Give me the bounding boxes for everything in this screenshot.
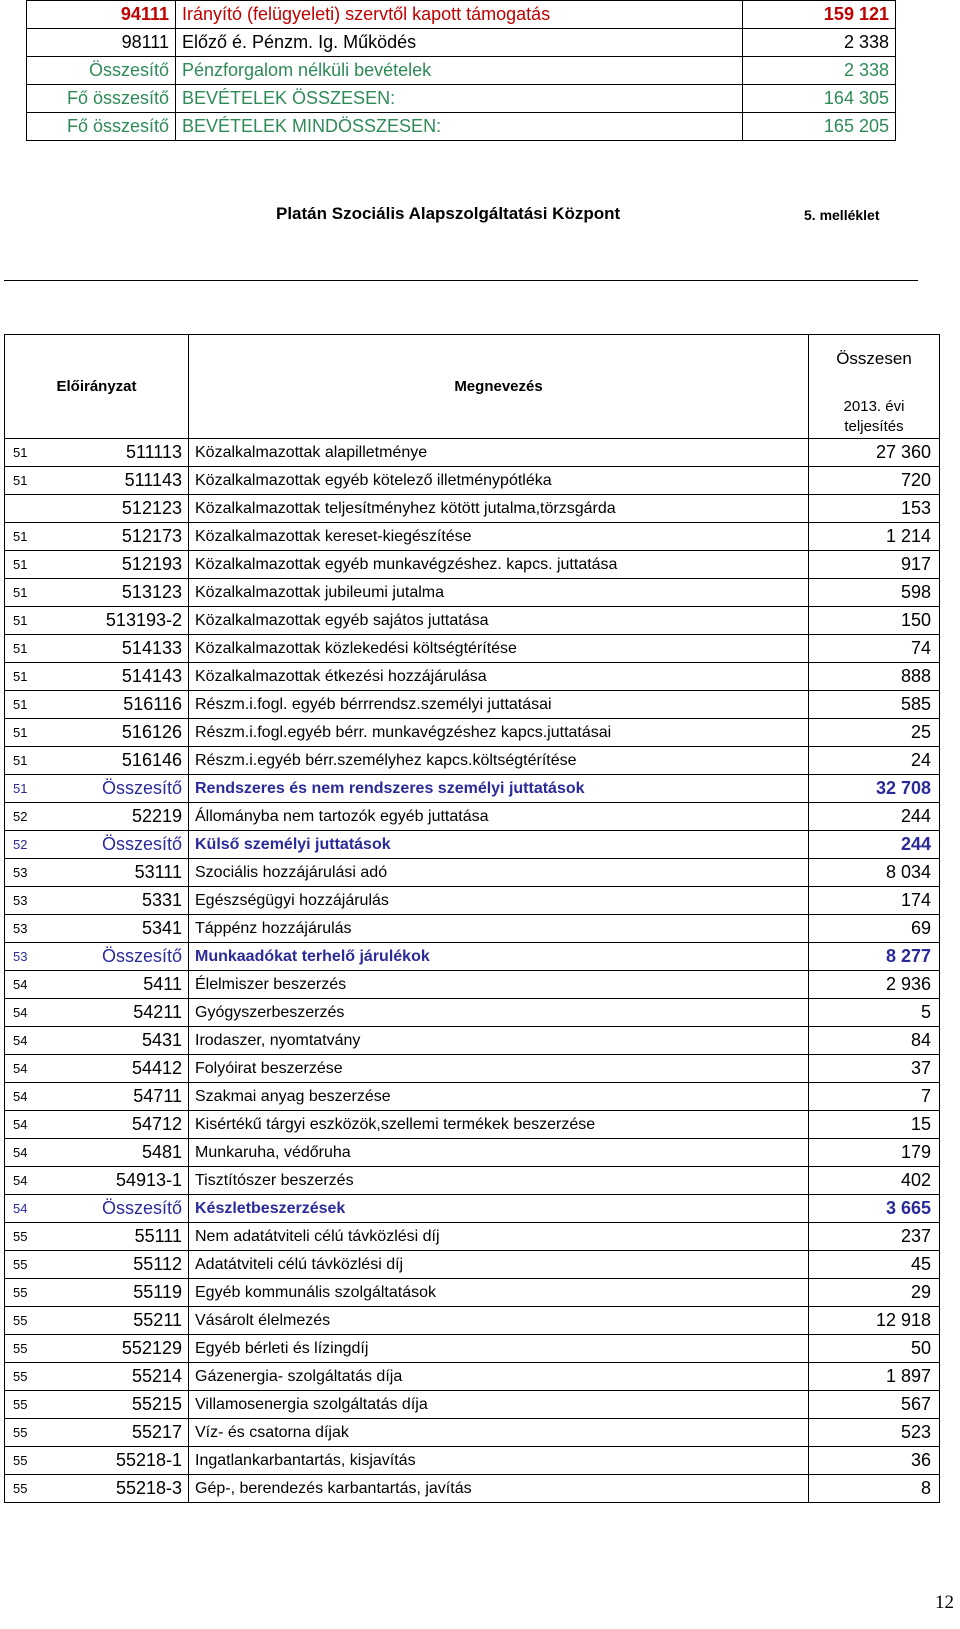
item-value: 237 — [809, 1223, 940, 1251]
item-name: Részm.i.fogl. egyéb bérrrendsz.személyi juttatásai — [189, 691, 809, 719]
item-name: Szakmai anyag beszerzése — [189, 1083, 809, 1111]
account-code: 516126 — [121, 722, 182, 742]
table-row — [5, 971, 940, 999]
account-code: 52219 — [131, 806, 182, 826]
item-name: Vásárolt élelmezés — [189, 1307, 809, 1335]
item-name: Közalkalmazottak teljesítményhez kötött jutalma,törzsgárda — [189, 495, 809, 523]
item-name: Táppénz hozzájárulás — [189, 915, 809, 943]
item-name: Nem adatátviteli célú távközlési díj — [189, 1223, 809, 1251]
item-name: Víz- és csatorna díjak — [189, 1419, 809, 1447]
summary-row — [27, 57, 896, 85]
organization-title: Platán Szociális Alapszolgáltatási Központ — [276, 204, 621, 223]
item-value: 1 214 — [809, 523, 940, 551]
account-code: Összesítő — [101, 778, 182, 798]
group-code: 54 — [13, 1033, 28, 1048]
table-row — [5, 1167, 940, 1195]
account-code: 514143 — [121, 666, 182, 686]
item-name: Munkaruha, védőruha — [189, 1139, 809, 1167]
account-code: Összesítő — [101, 1198, 182, 1218]
summary-code: 98111 — [27, 29, 176, 57]
table-row — [5, 1111, 940, 1139]
summary-name: Irányító (felügyeleti) szervtől kapott támogatás — [176, 1, 743, 29]
code-cell — [5, 1475, 189, 1503]
account-code: 54913-1 — [115, 1170, 182, 1190]
account-code: 55218-3 — [115, 1478, 182, 1498]
item-value: 12 918 — [809, 1307, 940, 1335]
item-name: Kisértékű tárgyi eszközök,szellemi termékek beszerzése — [189, 1111, 809, 1139]
group-code: 51 — [13, 753, 28, 768]
table-row — [5, 1139, 940, 1167]
item-value: 29 — [809, 1279, 940, 1307]
summary-value: 164 305 — [743, 85, 896, 113]
item-value: 24 — [809, 747, 940, 775]
annex-label: 5. melléklet — [804, 207, 880, 223]
account-code: 5411 — [143, 974, 182, 994]
code-cell — [5, 1279, 189, 1307]
summary-code: Fő összesítő — [27, 85, 176, 113]
item-name: Rendszeres és nem rendszeres személyi juttatások — [189, 775, 809, 803]
group-code: 55 — [13, 1285, 28, 1300]
header-appropriation: Előirányzat — [5, 335, 189, 439]
group-code: 51 — [13, 529, 28, 544]
item-name: Közalkalmazottak egyéb munkavégzéshez. kapcs. juttatása — [189, 551, 809, 579]
table-row — [5, 635, 940, 663]
account-code: 516146 — [121, 750, 182, 770]
group-code: 55 — [13, 1453, 28, 1468]
table-row — [5, 1251, 940, 1279]
item-name: Irodaszer, nyomtatvány — [189, 1027, 809, 1055]
table-row — [5, 915, 940, 943]
item-name: Tisztítószer beszerzés — [189, 1167, 809, 1195]
item-value: 150 — [809, 607, 940, 635]
code-cell — [5, 831, 189, 859]
group-code: 53 — [13, 865, 28, 880]
code-cell — [5, 1363, 189, 1391]
header-total-sub — [809, 383, 939, 437]
table-row — [5, 1363, 940, 1391]
code-cell — [5, 775, 189, 803]
account-code: 55217 — [131, 1422, 182, 1442]
summary-name: Pénzforgalom nélküli bevételek — [176, 57, 743, 85]
group-code: 55 — [13, 1369, 28, 1384]
item-name: Közalkalmazottak egyéb sajátos juttatása — [189, 607, 809, 635]
group-code: 52 — [13, 809, 28, 824]
group-code: 51 — [13, 557, 28, 572]
code-cell — [5, 1447, 189, 1475]
account-code: 54412 — [131, 1058, 182, 1078]
group-code: 51 — [13, 641, 28, 656]
item-name: Munkaadókat terhelő járulékok — [189, 943, 809, 971]
item-value: 32 708 — [809, 775, 940, 803]
item-value: 45 — [809, 1251, 940, 1279]
account-code: 512123 — [121, 498, 182, 518]
group-code: 54 — [13, 1201, 28, 1216]
table-row — [5, 439, 940, 467]
subtotal-row — [5, 943, 940, 971]
table-row — [5, 859, 940, 887]
group-code: 53 — [13, 921, 28, 936]
group-code: 55 — [13, 1341, 28, 1356]
group-code: 54 — [13, 1089, 28, 1104]
item-name: Egészségügyi hozzájárulás — [189, 887, 809, 915]
account-code: 512173 — [121, 526, 182, 546]
account-code: 55215 — [131, 1394, 182, 1414]
header-year: 2013. évi — [843, 398, 905, 415]
group-code: 55 — [13, 1229, 28, 1244]
code-cell — [5, 915, 189, 943]
code-cell — [5, 1111, 189, 1139]
table-row — [5, 1055, 940, 1083]
item-value: 5 — [809, 999, 940, 1027]
code-cell — [5, 999, 189, 1027]
account-code: 55119 — [133, 1282, 182, 1302]
account-code: 511143 — [124, 470, 182, 490]
summary-name: BEVÉTELEK ÖSSZESEN: — [176, 85, 743, 113]
table-row — [5, 887, 940, 915]
item-value: 585 — [809, 691, 940, 719]
item-name: Villamosenergia szolgáltatás díja — [189, 1391, 809, 1419]
item-name: Közalkalmazottak jubileumi jutalma — [189, 579, 809, 607]
code-cell — [5, 971, 189, 999]
item-name: Készletbeszerzések — [189, 1195, 809, 1223]
item-name: Részm.i.egyéb bérr.személyhez kapcs.költségtérítése — [189, 747, 809, 775]
expenditure-table — [4, 334, 940, 1503]
item-value: 598 — [809, 579, 940, 607]
item-name: Közalkalmazottak étkezési hozzájárulása — [189, 663, 809, 691]
item-name: Részm.i.fogl.egyéb bérr. munkavégzéshez kapcs.juttatásai — [189, 719, 809, 747]
code-cell — [5, 1027, 189, 1055]
item-name: Szociális hozzájárulási adó — [189, 859, 809, 887]
summary-code: Fő összesítő — [27, 113, 176, 141]
table-row — [5, 803, 940, 831]
table-row — [5, 1307, 940, 1335]
table-row — [5, 1419, 940, 1447]
table-row — [5, 1335, 940, 1363]
table-row — [5, 1223, 940, 1251]
account-code: 552129 — [121, 1338, 182, 1358]
item-name: Folyóirat beszerzése — [189, 1055, 809, 1083]
group-code: 51 — [13, 473, 28, 488]
item-value: 8 — [809, 1475, 940, 1503]
item-value: 69 — [809, 915, 940, 943]
summary-row — [27, 85, 896, 113]
group-code: 52 — [13, 837, 28, 852]
group-code: 54 — [13, 1145, 28, 1160]
item-name: Gyógyszerbeszerzés — [189, 999, 809, 1027]
code-cell — [5, 495, 189, 523]
header-total — [809, 335, 940, 439]
item-value: 244 — [809, 831, 940, 859]
code-cell — [5, 607, 189, 635]
account-code: 55214 — [131, 1366, 182, 1386]
item-value: 3 665 — [809, 1195, 940, 1223]
header-total-label: Összesen — [836, 349, 912, 368]
item-value: 36 — [809, 1447, 940, 1475]
summary-value: 165 205 — [743, 113, 896, 141]
code-cell — [5, 1251, 189, 1279]
item-name: Közalkalmazottak alapilletménye — [189, 439, 809, 467]
code-cell — [5, 719, 189, 747]
group-code: 55 — [13, 1313, 28, 1328]
header-description: Megnevezés — [189, 335, 809, 439]
item-value: 567 — [809, 1391, 940, 1419]
code-cell — [5, 747, 189, 775]
account-code: 513193-2 — [105, 610, 182, 630]
item-value: 720 — [809, 467, 940, 495]
summary-row — [27, 1, 896, 29]
code-cell — [5, 1083, 189, 1111]
summary-table — [26, 0, 896, 141]
item-name: Közalkalmazottak kereset-kiegészítése — [189, 523, 809, 551]
account-code: 55218-1 — [115, 1450, 182, 1470]
account-code: 54712 — [131, 1114, 182, 1134]
code-cell — [5, 579, 189, 607]
table-row — [5, 579, 940, 607]
code-cell — [5, 943, 189, 971]
summary-value: 159 121 — [743, 1, 896, 29]
table-row — [5, 551, 940, 579]
table-header-row — [5, 335, 940, 439]
code-cell — [5, 439, 189, 467]
table-row — [5, 467, 940, 495]
table-row — [5, 1083, 940, 1111]
item-value: 84 — [809, 1027, 940, 1055]
group-code: 53 — [13, 949, 28, 964]
item-value: 74 — [809, 635, 940, 663]
item-value: 2 936 — [809, 971, 940, 999]
table-row — [5, 999, 940, 1027]
group-code: 51 — [13, 697, 28, 712]
item-name: Közalkalmazottak egyéb kötelező illetménypótléka — [189, 467, 809, 495]
item-value: 8 034 — [809, 859, 940, 887]
code-cell — [5, 663, 189, 691]
item-value: 402 — [809, 1167, 940, 1195]
code-cell — [5, 1419, 189, 1447]
group-code: 51 — [13, 445, 28, 460]
summary-code: 94111 — [27, 1, 176, 29]
divider-line — [4, 280, 918, 281]
item-name: Adatátviteli célú távközlési díj — [189, 1251, 809, 1279]
item-value: 153 — [809, 495, 940, 523]
group-code: 51 — [13, 585, 28, 600]
summary-name: Előző é. Pénzm. Ig. Működés — [176, 29, 743, 57]
code-cell — [5, 1139, 189, 1167]
group-code: 55 — [13, 1425, 28, 1440]
group-code: 55 — [13, 1257, 28, 1272]
group-code: 54 — [13, 1005, 28, 1020]
header-completion: teljesítés — [844, 418, 904, 435]
table-row — [5, 607, 940, 635]
code-cell — [5, 635, 189, 663]
table-row — [5, 1279, 940, 1307]
item-value: 1 897 — [809, 1363, 940, 1391]
summary-row — [27, 113, 896, 141]
code-cell — [5, 551, 189, 579]
group-code: 54 — [13, 1061, 28, 1076]
group-code: 55 — [13, 1481, 28, 1496]
code-cell — [5, 1307, 189, 1335]
account-code: 54711 — [133, 1086, 182, 1106]
item-name: Külső személyi juttatások — [189, 831, 809, 859]
item-name: Egyéb kommunális szolgáltatások — [189, 1279, 809, 1307]
group-code: 54 — [13, 977, 28, 992]
item-name: Ingatlankarbantartás, kisjavítás — [189, 1447, 809, 1475]
item-value: 888 — [809, 663, 940, 691]
account-code: 55112 — [133, 1254, 182, 1274]
table-row — [5, 495, 940, 523]
item-name: Állományba nem tartozók egyéb juttatása — [189, 803, 809, 831]
subtotal-row — [5, 775, 940, 803]
item-value: 37 — [809, 1055, 940, 1083]
code-cell — [5, 1195, 189, 1223]
item-name: Élelmiszer beszerzés — [189, 971, 809, 999]
group-code: 55 — [13, 1397, 28, 1412]
item-value: 15 — [809, 1111, 940, 1139]
code-cell — [5, 1055, 189, 1083]
account-code: 512193 — [121, 554, 182, 574]
account-code: 5481 — [141, 1142, 182, 1162]
account-code: 514133 — [121, 638, 182, 658]
item-value: 174 — [809, 887, 940, 915]
code-cell — [5, 1167, 189, 1195]
table-row — [5, 691, 940, 719]
group-code: 54 — [13, 1173, 28, 1188]
item-value: 7 — [809, 1083, 940, 1111]
item-value: 25 — [809, 719, 940, 747]
table-row — [5, 1475, 940, 1503]
table-row — [5, 523, 940, 551]
code-cell — [5, 1391, 189, 1419]
item-value: 917 — [809, 551, 940, 579]
account-code: Összesítő — [101, 834, 182, 854]
account-code: 516116 — [123, 694, 182, 714]
account-code: 5341 — [141, 918, 182, 938]
subtotal-row — [5, 831, 940, 859]
account-code: 5331 — [141, 890, 182, 910]
subtotal-row — [5, 1195, 940, 1223]
item-value: 179 — [809, 1139, 940, 1167]
account-code: 55211 — [133, 1310, 182, 1330]
summary-value: 2 338 — [743, 29, 896, 57]
summary-row — [27, 29, 896, 57]
account-code: 511113 — [125, 442, 182, 462]
item-value: 8 277 — [809, 943, 940, 971]
code-cell — [5, 887, 189, 915]
code-cell — [5, 803, 189, 831]
item-value: 27 360 — [809, 439, 940, 467]
summary-code: Összesítő — [27, 57, 176, 85]
page-number: 12 — [935, 1592, 954, 1613]
table-row — [5, 1027, 940, 1055]
account-code: 55111 — [134, 1226, 182, 1246]
account-code: 5431 — [141, 1030, 182, 1050]
code-cell — [5, 1223, 189, 1251]
account-code: 54211 — [133, 1002, 182, 1022]
group-code: 51 — [13, 781, 28, 796]
item-value: 50 — [809, 1335, 940, 1363]
table-row — [5, 1447, 940, 1475]
item-name: Közalkalmazottak közlekedési költségtérítése — [189, 635, 809, 663]
group-code: 51 — [13, 669, 28, 684]
account-code: Összesítő — [101, 946, 182, 966]
table-row — [5, 1391, 940, 1419]
item-value: 523 — [809, 1419, 940, 1447]
item-name: Gázenergia- szolgáltatás díja — [189, 1363, 809, 1391]
group-code: 54 — [13, 1117, 28, 1132]
group-code: 51 — [13, 613, 28, 628]
table-row — [5, 719, 940, 747]
summary-value: 2 338 — [743, 57, 896, 85]
group-code: 51 — [13, 725, 28, 740]
table-row — [5, 747, 940, 775]
group-code: 53 — [13, 893, 28, 908]
item-value: 244 — [809, 803, 940, 831]
code-cell — [5, 859, 189, 887]
code-cell — [5, 1335, 189, 1363]
code-cell — [5, 691, 189, 719]
code-cell — [5, 467, 189, 495]
summary-name: BEVÉTELEK MINDÖSSZESEN: — [176, 113, 743, 141]
account-code: 53111 — [134, 862, 182, 882]
item-name: Gép-, berendezés karbantartás, javítás — [189, 1475, 809, 1503]
code-cell — [5, 523, 189, 551]
table-row — [5, 663, 940, 691]
item-name: Egyéb bérleti és lízingdíj — [189, 1335, 809, 1363]
account-code: 513123 — [121, 582, 182, 602]
